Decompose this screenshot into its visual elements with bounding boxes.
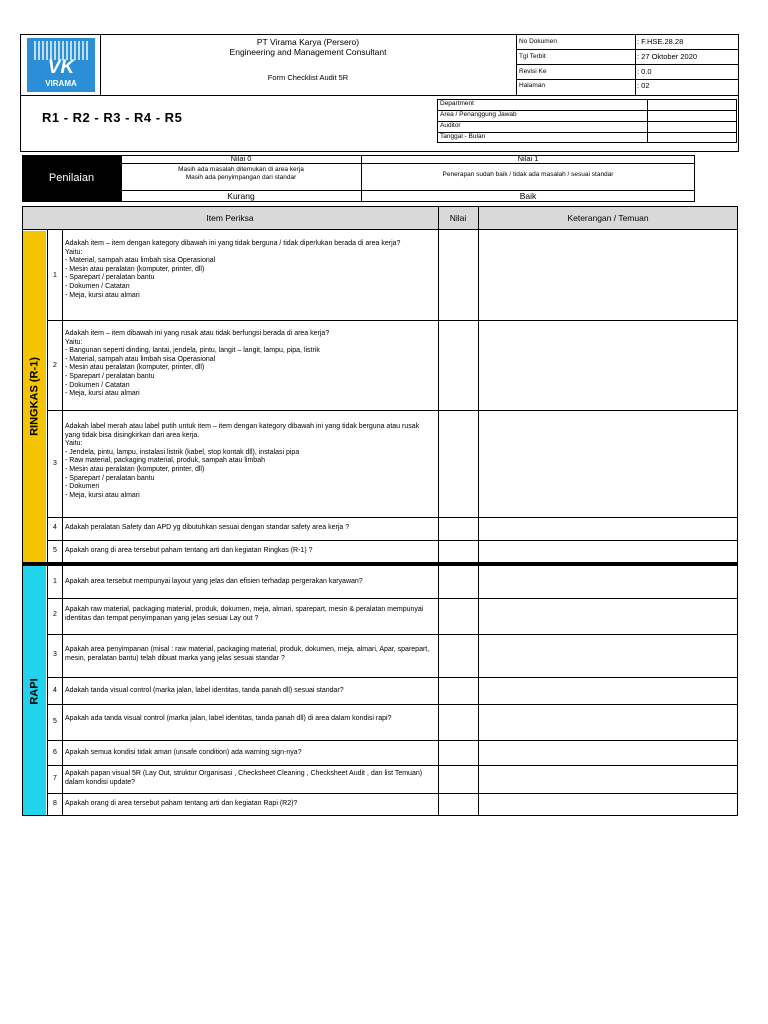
- logo-letters: VK: [47, 57, 75, 78]
- keterangan-cell[interactable]: [479, 599, 737, 634]
- doc-value-halaman: : 02: [637, 81, 650, 90]
- input-auditor[interactable]: [648, 122, 736, 132]
- company-subtitle: Engineering and Management Consultant: [229, 47, 387, 57]
- rapi-question-3: Apakah area penyimpanan (misal : raw material, packaging material, produk, dokumen, meja, almari, Apar, sparepart, mesin, peralatan bantu) telah dibuat marka yang jelas sesuai standar ?: [65, 646, 430, 662]
- doc-value-tgl: : 27 Oktober 2020: [637, 52, 698, 61]
- rapi-question-2: Apakah raw material, packaging material, produk, dokumen, meja, almari, sparepart, mesin & peralatan mempunyai identitas dan tempat penyimpanan yang jelas sesuai Lay out ?: [65, 606, 424, 622]
- ringkas-question-1: Adakah item – item dengan kategory dibawah ini yang tidak berguna / tidak diperlukan berada di area kerja? Yaitu: - Material, sampah atau limbah sisa Operasional - Mesin atau peralatan (komputer, printer, dll) - Sparepart / peralatan bantu - Dokumen / Catatan - Meja, kursi atau almari: [65, 240, 401, 299]
- nilai-cell[interactable]: [439, 635, 478, 677]
- nilai-cell[interactable]: [439, 231, 478, 320]
- nilai-cell[interactable]: [439, 599, 478, 634]
- rapi-question-7: Apakah papan visual 5R (Lay Out, struktur Organisasi , Checksheet Cleaning , Checksheet Audit , dan list Temuan) dalam kondisi update?: [65, 770, 423, 786]
- rapi-label: RAPI: [28, 678, 41, 705]
- rapi-question-5: Apakah ada tanda visual control (marka jalan, label identitas, tanda panah dll) di area dalam kondisi rapi?: [65, 715, 392, 722]
- rapi-no-5: 5: [53, 718, 57, 725]
- nilai0-desc: Masih ada masalah ditemukan di area kerja Masih ada penyimpangan dari standar: [178, 166, 304, 181]
- rapi-question-1: Apakah area tersebut mempunyai layout yang jelas dan efisien terhadap pergerakan karyawan?: [65, 578, 363, 585]
- rapi-no-3: 3: [53, 651, 57, 658]
- nilai-cell[interactable]: [439, 794, 478, 815]
- ringkas-question-5: Apakah orang di area tersebut paham tentang arti dan kegiatan Ringkas (R-1) ?: [65, 547, 313, 554]
- nilai-cell[interactable]: [439, 567, 478, 598]
- logo-name: VIRAMA: [45, 79, 77, 88]
- header-nilai: Nilai: [449, 213, 467, 223]
- penilaian-label: Penilaian: [48, 172, 95, 184]
- field-tanggal: Tanggal - Bulan: [440, 133, 486, 140]
- ringkas-question-2: Adakah item – item dibawah ini yang rusak atau tidak berfungsi berada di area kerja? Yaitu: - Bangunan seperti dinding, lantai, jendela, pintu, langit – langit, lampu, pipa, listrik - Material, sampah atau limbah sisa Operasional - Mesin atau peralatan (komputer, printer, dll) - Sparepart / peralatan bantu - Dokumen / Catatan - Meja, kursi atau almari: [65, 330, 330, 398]
- ringkas-no-4: 4: [53, 524, 57, 531]
- company-name: PT Virama Karya (Persero): [256, 37, 360, 47]
- nilai1-grade: Baik: [519, 191, 537, 201]
- nilai-cell[interactable]: [439, 766, 478, 793]
- ringkas-question-3: Adakah label merah atau label putih untuk item – item dengan kategory dibawah ini yang tidak berguna atau rusak yang tidak bisa disingkirkan dari area kerja. Yaitu: - Jendela, pintu, lampu, instalasi listrik (kabel, stop kontak dll), instalasi pipa - Raw material, packaging material, produk, sampah atau limbah - Mesin atau peralatan (komputer, printer, dll) - Sparepart / peralatan bantu - Dokumen - Meja, kursi atau almari: [65, 423, 420, 499]
- nilai-cell[interactable]: [439, 705, 478, 740]
- nilai1-desc: Penerapan sudah baik / tidak ada masalah / sesuai standar: [442, 171, 614, 178]
- ringkas-label: RINGKAS (R-1): [28, 357, 41, 436]
- keterangan-cell[interactable]: [479, 766, 737, 793]
- rapi-no-7: 7: [53, 775, 57, 782]
- ringkas-no-3: 3: [53, 460, 57, 467]
- field-auditor: Auditor: [440, 122, 461, 129]
- nilai-cell[interactable]: [439, 541, 478, 563]
- keterangan-cell[interactable]: [479, 741, 737, 765]
- keterangan-cell[interactable]: [479, 411, 737, 517]
- keterangan-cell[interactable]: [479, 231, 737, 320]
- doc-label-halaman: Halaman: [519, 82, 546, 89]
- rapi-no-8: 8: [53, 800, 57, 807]
- input-tanggal[interactable]: [648, 133, 736, 143]
- keterangan-cell[interactable]: [479, 705, 737, 740]
- doc-value-revisi: : 0.0: [637, 67, 652, 76]
- ringkas-question-4: Adakah peralatan Safety dan APD yg dibutuhkan sesuai dengan standar safety area kerja ?: [65, 524, 350, 531]
- company-logo: [27, 38, 95, 92]
- keterangan-cell[interactable]: [479, 635, 737, 677]
- nilai0-header: Nilai 0: [230, 154, 252, 163]
- doc-value-no: : F.HSE.28.28: [637, 37, 684, 46]
- keterangan-cell[interactable]: [479, 567, 737, 598]
- nilai-cell[interactable]: [439, 678, 478, 704]
- keterangan-cell[interactable]: [479, 541, 737, 563]
- ringkas-no-5: 5: [53, 547, 57, 554]
- field-department: Department: [440, 100, 474, 107]
- keterangan-cell[interactable]: [479, 321, 737, 410]
- keterangan-cell[interactable]: [479, 518, 737, 540]
- header-item-periksa: Item Periksa: [206, 213, 254, 223]
- rapi-question-8: Apakah orang di area tersebut paham tentang arti dan kegiatan Rapi (R2)?: [65, 800, 298, 807]
- nilai1-header: Nilai 1: [517, 154, 539, 163]
- input-area[interactable]: [648, 111, 736, 121]
- nilai-cell[interactable]: [439, 321, 478, 410]
- input-department[interactable]: [648, 100, 736, 110]
- rapi-question-6: Apakah semua kondisi tidak aman (unsafe condition) ada warning sign-nya?: [65, 749, 302, 756]
- keterangan-cell[interactable]: [479, 678, 737, 704]
- header-keterangan: Keterangan / Temuan: [567, 213, 649, 223]
- rapi-no-6: 6: [53, 749, 57, 756]
- rapi-question-4: Adakah tanda visual control (marka jalan, label identitas, tanda panah dll) sesuai standar?: [65, 687, 344, 694]
- form-title: Form Checklist Audit 5R: [267, 73, 349, 82]
- nilai-cell[interactable]: [439, 518, 478, 540]
- nilai0-grade: Kurang: [227, 191, 255, 201]
- doc-label-revisi: Revisi Ke: [519, 68, 547, 75]
- nilai-cell[interactable]: [439, 741, 478, 765]
- page-title: R1 - R2 - R3 - R4 - R5: [42, 110, 183, 125]
- ringkas-no-2: 2: [53, 362, 57, 369]
- field-area: Area / Penanggung Jawab: [440, 111, 517, 118]
- ringkas-no-1: 1: [53, 272, 57, 279]
- rapi-no-2: 2: [53, 611, 57, 618]
- nilai-cell[interactable]: [439, 411, 478, 517]
- rapi-no-1: 1: [53, 578, 57, 585]
- rapi-no-4: 4: [53, 687, 57, 694]
- doc-label-no: No Dokumen: [519, 38, 557, 45]
- doc-label-tgl: Tgl Terbit: [519, 53, 546, 60]
- keterangan-cell[interactable]: [479, 794, 737, 815]
